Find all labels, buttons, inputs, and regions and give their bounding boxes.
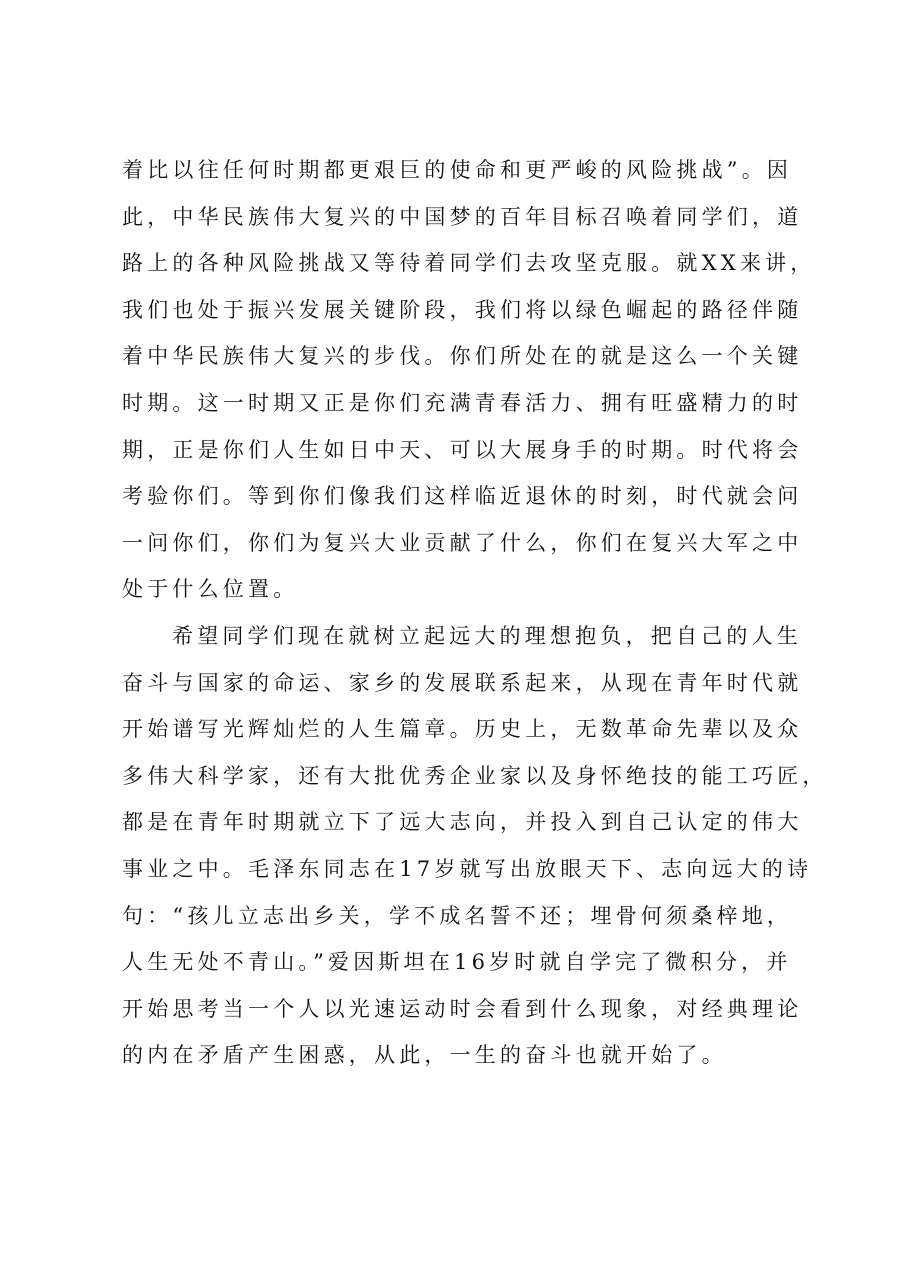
paragraph-line: 开始谱写光辉灿烂的人生篇章。历史上，无数革命先辈以及众: [122, 717, 803, 742]
paragraph-2: [122, 613, 828, 1079]
paragraph-line: 开始思考当一个人以光速运动时会看到什么现象，对经典理论: [122, 996, 803, 1021]
paragraph-line: 路上的各种风险挑战又等待着同学们去攻坚克服。就XX来讲，: [122, 251, 816, 276]
paragraph-line: 都是在青年时期就立下了远大志向，并投入到自己认定的伟大: [122, 810, 803, 835]
paragraph-line: 句：“孩儿立志出乡关，学不成名誓不还；埋骨何须桑梓地，: [122, 903, 793, 928]
paragraph-line: 我们也处于振兴发展关键阶段，我们将以绿色崛起的路径伴随: [122, 297, 803, 322]
paragraph-line: 此，中华民族伟大复兴的中国梦的百年目标召唤着同学们，道: [122, 204, 803, 229]
paragraph-line: 希望同学们现在就树立起远大的理想抱负，把自己的人生: [172, 623, 802, 648]
paragraph-line: 着中华民族伟大复兴的步伐。你们所处在的就是这么一个关键: [122, 344, 803, 369]
paragraph-line: 着比以往任何时期都更艰巨的使命和更严峻的风险挑战”。因: [122, 158, 793, 182]
paragraph-line: 事业之中。毛泽东同志在17岁就写出放眼天下、志向远大的诗: [122, 856, 813, 881]
document-body: [122, 147, 828, 1079]
paragraph-line: 处于什么位置。: [122, 577, 299, 602]
paragraph-line: 的内在矛盾产生困惑，从此，一生的奋斗也就开始了。: [122, 1043, 727, 1068]
paragraph-line: 期，正是你们人生如日中天、可以大展身手的时期。时代将会: [122, 437, 803, 462]
paragraph-line: 考验你们。等到你们像我们这样临近退休的时刻，时代就会问: [122, 484, 803, 509]
paragraph-line: 多伟大科学家，还有大批优秀企业家以及身怀绝技的能工巧匠，: [122, 763, 828, 788]
paragraph-line: 一问你们，你们为复兴大业贡献了什么，你们在复兴大军之中: [122, 530, 803, 555]
paragraph-line: 人生无处不青山。”爱因斯坦在16岁时就自学完了微积分，并: [122, 950, 792, 975]
paragraph-line: 时期。这一时期又正是你们充满青春活力、拥有旺盛精力的时: [122, 390, 803, 415]
paragraph-1: [122, 147, 822, 613]
paragraph-line: 奋斗与国家的命运、家乡的发展联系起来，从现在青年时代就: [122, 670, 803, 695]
